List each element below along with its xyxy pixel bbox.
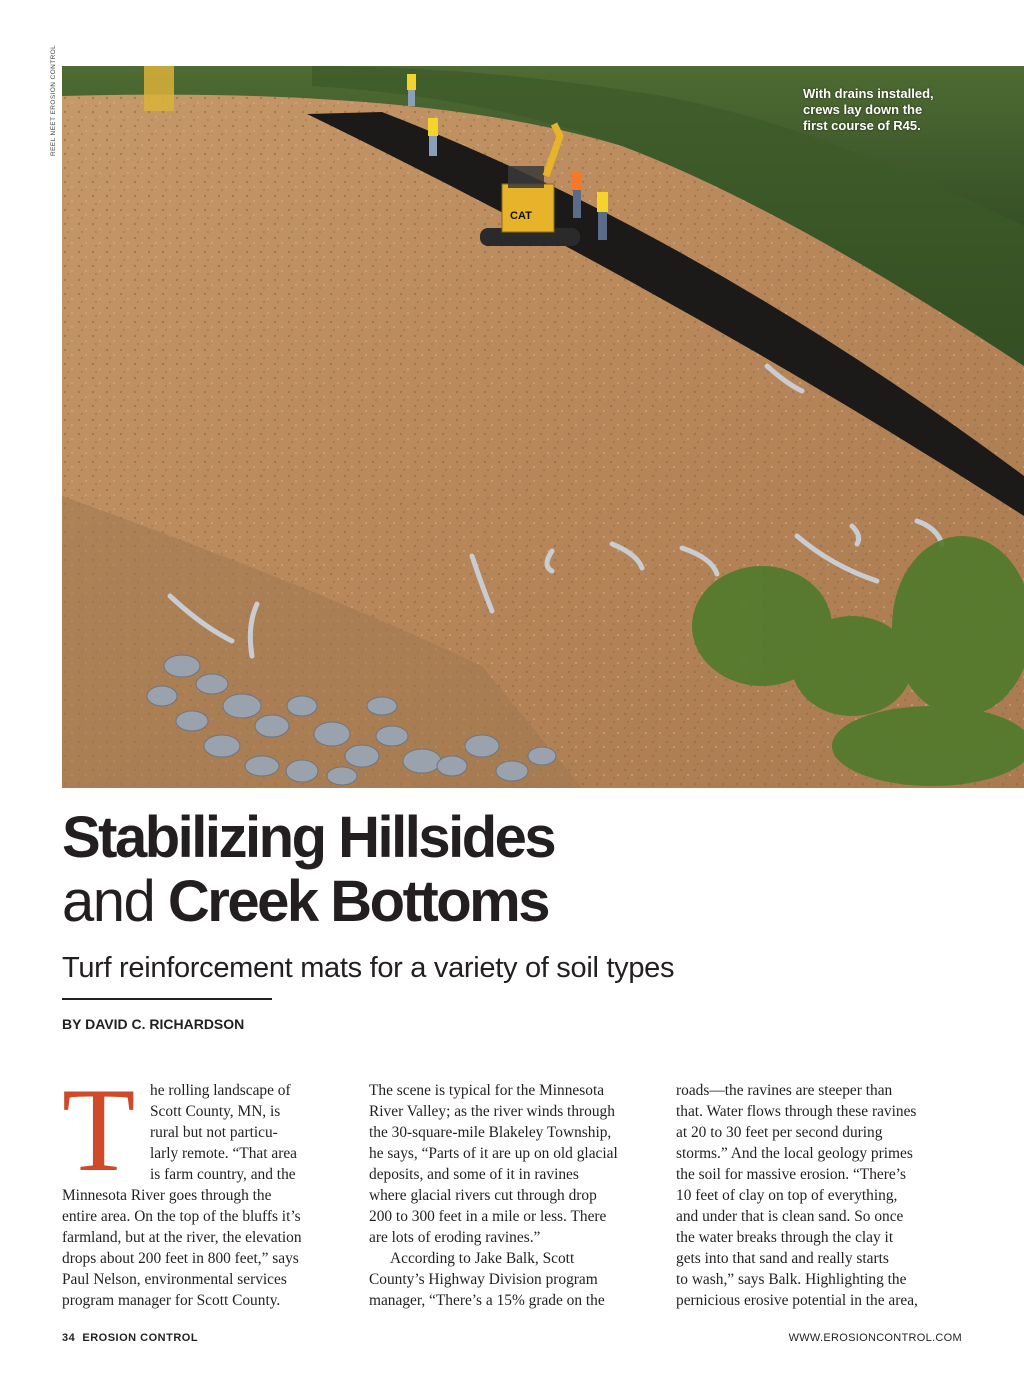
hillside-illustration — [62, 66, 1024, 788]
body-line: he rolling landscape of — [150, 1082, 291, 1099]
drop-cap: T — [62, 1063, 136, 1196]
body-line: County’s Highway Division program — [369, 1271, 598, 1288]
body-line: that. Water flows through these ravines — [676, 1103, 917, 1120]
page-number: 34 — [62, 1332, 76, 1344]
caption-line: With drains installed, — [803, 86, 934, 101]
title-and: and — [62, 869, 155, 934]
body-line: Minnesota River goes through the — [62, 1187, 272, 1204]
magazine-name: EROSION CONTROL — [82, 1332, 199, 1344]
title-rule — [62, 998, 272, 1000]
body-line: River Valley; as the river winds through — [369, 1103, 615, 1120]
body-line: the soil for massive erosion. “There’s — [676, 1166, 906, 1183]
body-line: drops about 200 feet in 800 feet,” says — [62, 1250, 299, 1267]
body-line: he says, “Parts of it are up on old glacial — [369, 1145, 618, 1162]
body-line: to wash,” says Balk. Highlighting the — [676, 1271, 907, 1288]
title-line-1: Stabilizing Hillsides — [62, 805, 555, 870]
body-line: larly remote. “That area — [150, 1145, 297, 1162]
body-line: farmland, but at the river, the elevation — [62, 1229, 302, 1246]
body-line: the water breaks through the clay it — [676, 1229, 894, 1246]
title-line-2: Creek Bottoms — [167, 869, 548, 934]
body-line: According to Jake Balk, Scott — [390, 1250, 575, 1267]
body-line: Scott County, MN, is — [150, 1103, 281, 1120]
body-line: and under that is clean sand. So once — [676, 1208, 904, 1225]
body-line: gets into that sand and really starts — [676, 1250, 889, 1267]
body-line: the 30-square-mile Blakeley Township, — [369, 1124, 612, 1141]
body-line: roads—the ravines are steeper than — [676, 1082, 893, 1099]
body-line: Paul Nelson, environmental services — [62, 1271, 287, 1288]
body-line: rural but not particu- — [150, 1124, 278, 1141]
magazine-url: WWW.EROSIONCONTROL.COM — [788, 1332, 962, 1344]
body-line: program manager for Scott County. — [62, 1292, 281, 1309]
body-line: where glacial rivers cut through drop — [369, 1187, 597, 1204]
body-line: are lots of eroding ravines.” — [369, 1229, 541, 1246]
body-line: The scene is typical for the Minnesota — [369, 1082, 605, 1099]
body-column-3 — [676, 1080, 966, 1311]
body-line: 200 to 300 feet in a mile or less. There — [369, 1208, 607, 1225]
photo-caption — [803, 86, 1003, 134]
article-subtitle: Turf reinforcement mats for a variety of soil types — [62, 952, 675, 984]
body-line: manager, “There’s a 15% grade on the — [369, 1292, 605, 1309]
page-folio — [62, 1332, 198, 1344]
body-line: entire area. On the top of the bluffs it’s — [62, 1208, 301, 1225]
body-line: 10 feet of clay on top of everything, — [676, 1187, 898, 1204]
caption-line: crews lay down the — [803, 102, 923, 117]
body-column-2 — [369, 1080, 659, 1311]
byline: BY DAVID C. RICHARDSON — [62, 1016, 245, 1032]
body-column-1 — [62, 1063, 352, 1311]
body-line: storms.” And the local geology primes — [676, 1145, 913, 1162]
body-line: deposits, and some of it in ravines — [369, 1166, 579, 1183]
machine-arm — [144, 66, 174, 111]
excavator-logo: CAT — [510, 210, 532, 222]
hero-photo — [62, 66, 1024, 788]
body-line: pernicious erosive potential in the area, — [676, 1292, 918, 1309]
body-line: at 20 to 30 feet per second during — [676, 1124, 883, 1141]
body-line: is farm country, and the — [150, 1166, 296, 1183]
caption-line: first course of R45. — [803, 118, 921, 133]
article-title — [62, 806, 1012, 934]
photo-credit: REEL NEET EROSION CONTROL — [50, 44, 57, 156]
